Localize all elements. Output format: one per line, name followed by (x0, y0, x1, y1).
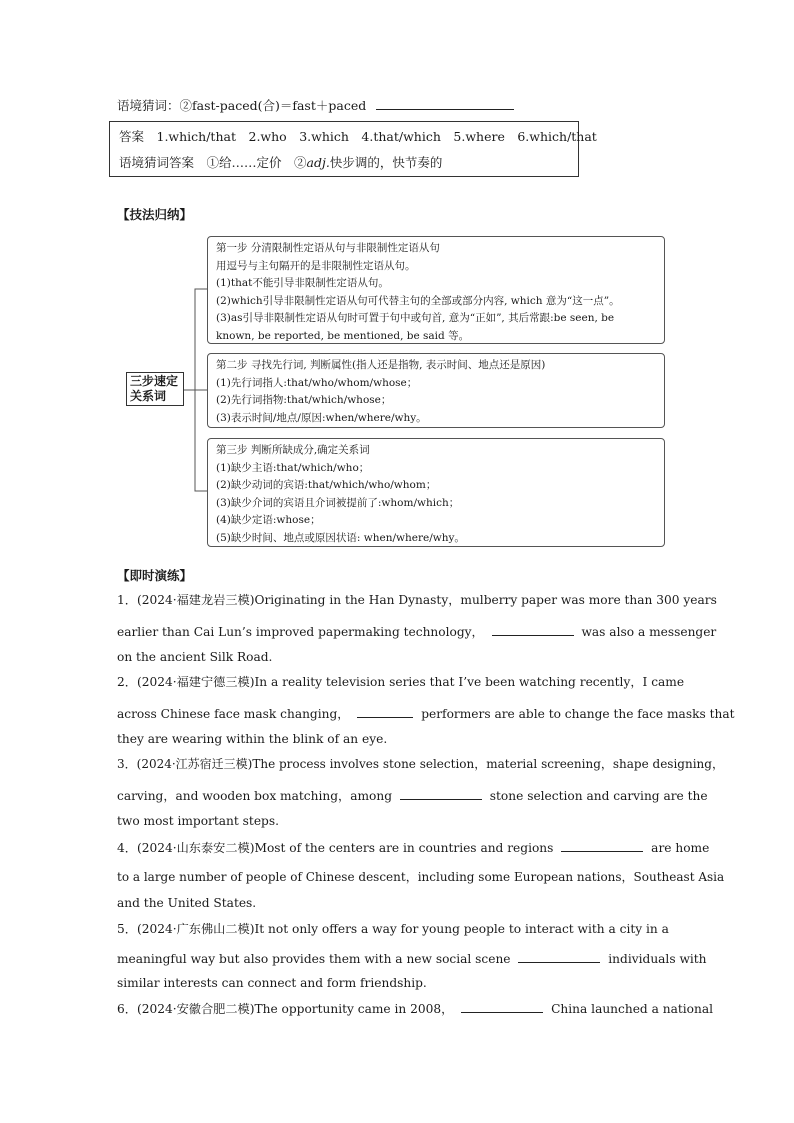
question-2-text-a: across Chinese face mask changing， (117, 707, 350, 721)
question-4-line-1 (117, 839, 709, 856)
mindmap-connector (180, 280, 210, 500)
question-3-line-1: 3．(2024·江苏宿迁三模)The process involves stone selection，material screening，shape designing， (117, 757, 724, 771)
step2-line: 第二步 寻找先行词, 判断属性(指人还是指物, 表示时间、地点还是原因) (216, 359, 546, 371)
question-1-line-1: 1．(2024·福建龙岩三模)Originating in the Han Dynasty，mulberry paper was more than 300 years (117, 593, 717, 607)
question-2-blank[interactable] (357, 705, 413, 718)
answer-box (109, 121, 597, 177)
question-5-line-3: similar interests can connect and form friendship. (117, 976, 427, 990)
step2-line: (1)先行词指人:that/who/whom/whose； (216, 376, 418, 389)
context-answer-row (119, 153, 442, 171)
question-6-line-1 (117, 1000, 713, 1017)
question-5-line-1: 5．(2024·广东佛山二模)It not only offers a way for young people to interact with a city in a (117, 922, 669, 936)
step-box-1 (207, 236, 665, 344)
question-3-line-3: two most important steps. (117, 814, 279, 828)
step1-line: (2)which引导非限制性定语从句可代替主句的全部或部分内容, which 意为“这一点”。 (216, 294, 620, 307)
adj-label: adj. (306, 155, 330, 170)
question-3-blank[interactable] (400, 787, 482, 800)
question-5-blank[interactable] (518, 950, 600, 963)
question-3-text-b: stone selection and carving are the (489, 789, 708, 803)
question-3-text-a: carving，and wooden box matching，among (117, 789, 393, 803)
question-5-line-2 (117, 950, 707, 967)
question-6-blank[interactable] (461, 1000, 543, 1013)
step3-line: (3)缺少介词的宾语且介词被提前了:whom/which； (216, 496, 460, 509)
step1-line: (1)that不能引导非限制性定语从句。 (216, 277, 389, 290)
question-1-line-3: on the ancient Silk Road. (117, 650, 273, 664)
question-4-blank[interactable] (561, 839, 643, 852)
question-4-text-a: 4．(2024·山东泰安二模)Most of the centers are in countries and regions (117, 841, 554, 855)
question-5-text-a: meaningful way but also provides them with a new social scene (117, 952, 511, 966)
step3-line: (5)缺少时间、地点或原因状语: when/where/why。 (216, 531, 465, 544)
step3-line: (1)缺少主语:that/which/who； (216, 461, 370, 474)
question-1-blank[interactable] (492, 623, 574, 636)
section-title-practice: 【即时演练】 (117, 568, 193, 583)
question-2-line-3: they are wearing within the blink of an eye. (117, 732, 388, 746)
question-1-line-2 (117, 623, 716, 640)
question-4-line-3: and the United States. (117, 896, 257, 910)
question-4-line-2: to a large number of people of Chinese descent，including some European nations，Southeast Asia (117, 870, 725, 884)
context-answer-suffix: 快步调的，快节奏的 (329, 155, 443, 170)
answer-row: 答案 1.which/that 2.who 3.which 4.that/which 5.where 6.which/that (119, 129, 597, 144)
step1-line: 第一步 分清限制性定语从句与非限制性定语从句 (216, 242, 440, 254)
context-guess-text: 语境猜词：②fast-paced(合)＝fast＋paced (117, 98, 367, 113)
question-1-text-b: was also a messenger (581, 625, 717, 639)
question-6-text-a: 6．(2024·安徽合肥二模)The opportunity came in 2008， (117, 1002, 454, 1016)
question-2-line-1: 2．(2024·福建宁德三模)In a reality television series that I’ve been watching recently，I came (117, 675, 685, 689)
center-label-line2: 关系词 (130, 389, 167, 403)
step1-line: known, be reported, be mentioned, be said 等。 (216, 329, 470, 342)
step3-line: (4)缺少定语:whose； (216, 514, 321, 527)
question-6-text-b: China launched a national (551, 1002, 713, 1016)
context-answer-prefix: 语境猜词答案 ①给……定价 ② (119, 155, 307, 170)
question-5-text-b: individuals with (608, 952, 707, 966)
step3-line: 第三步 判断所缺成分,确定关系词 (216, 444, 370, 456)
question-2-line-2 (117, 705, 735, 722)
center-label (126, 372, 184, 406)
center-label-line1: 三步速定 (130, 374, 179, 388)
question-1-text-a: earlier than Cai Lun’s improved papermaking technology， (117, 625, 484, 639)
step-box-2 (207, 353, 665, 428)
step2-line: (2)先行词指物:that/which/whose； (216, 394, 392, 407)
step1-line: (3)as引导非限制性定语从句时可置于句中或句首, 意为“正如”, 其后常跟:be seen, be (216, 312, 615, 325)
answer-blank[interactable] (376, 97, 514, 110)
question-2-text-b: performers are able to change the face masks that (421, 707, 735, 721)
step1-line: 用逗号与主句隔开的是非限制性定语从句。 (216, 259, 416, 272)
question-3-line-2 (117, 787, 708, 804)
step-box-3 (207, 438, 665, 547)
step2-line: (3)表示时间/地点/原因:when/where/why。 (216, 411, 427, 424)
section-title-techniques: 【技法归纳】 (117, 207, 193, 222)
step3-line: (2)缺少动词的宾语:that/which/who/whom； (216, 479, 437, 492)
context-guess-line (117, 97, 514, 114)
question-4-text-b: are home (651, 841, 710, 855)
